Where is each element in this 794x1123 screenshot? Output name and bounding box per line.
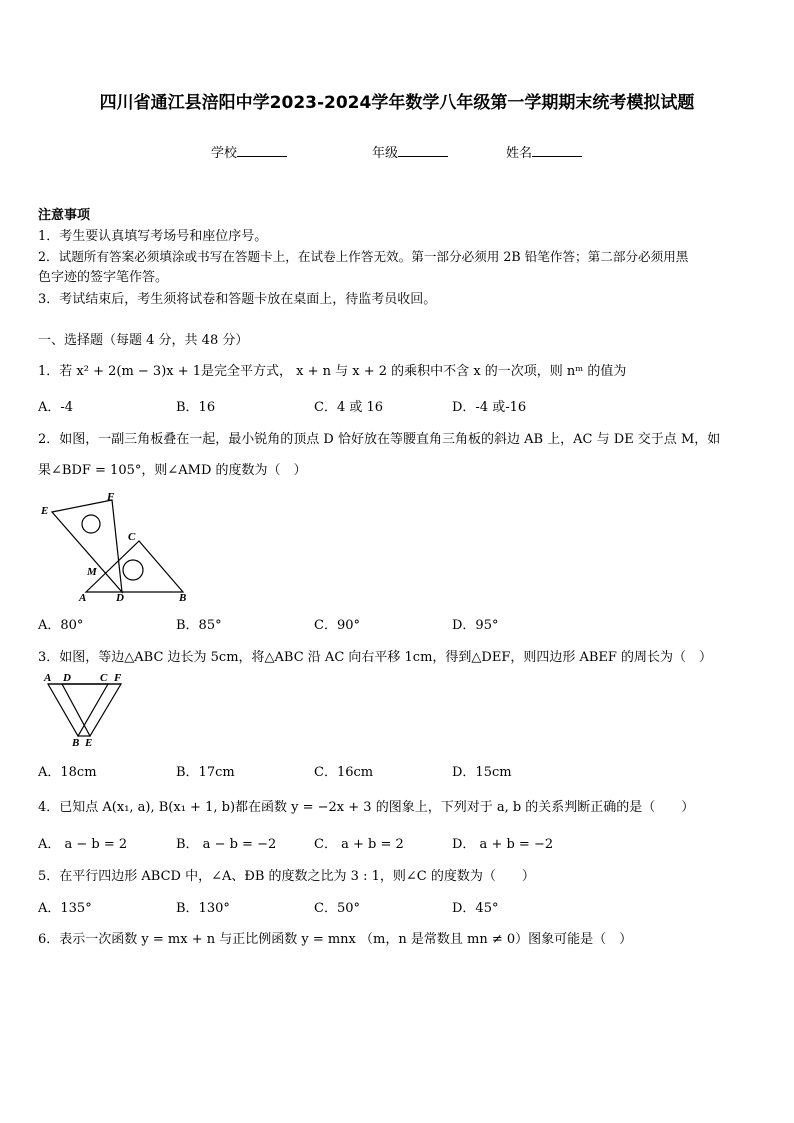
label-A: A [79,592,87,604]
label-D: D [116,592,124,604]
label-E: E [41,505,49,517]
label-D: D [63,672,71,684]
label-M: M [87,566,97,578]
label-F: F [107,491,115,503]
q1-option-c[interactable]: C．4 或 16 [314,400,384,415]
question-6: 6．表示一次函数 y = mx + n 与正比例函数 y = mnx （m，n 是常数且 mn ≠ 0）图象可能是（ ） [38,932,633,947]
grade-field [372,142,448,161]
note-item: 1．考生要认真填写考场号和座位序号。 [38,229,268,244]
q5-option-a[interactable]: A．135° [38,901,92,916]
notes-heading: 注意事项 [38,208,91,223]
q5-option-b[interactable]: B．130° [176,901,230,916]
label-C: C [100,672,108,684]
section-heading: 一、选择题（每题 4 分，共 48 分） [38,333,249,348]
q5-option-c[interactable]: C．50° [314,901,360,916]
school-field [211,142,287,161]
q3-figure [38,670,138,756]
q1-option-a[interactable]: A．-4 [38,400,74,415]
q3-option-c[interactable]: C．16cm [314,765,374,780]
note-item: 3．考试结束后，考生须将试卷和答题卡放在桌面上，待监考员收回。 [38,292,437,307]
label-E: E [85,737,93,749]
q4-option-c[interactable]: C． a + b = 2 [314,837,404,852]
label-C: C [128,531,136,543]
question-3: 3．如图，等边△ABC 边长为 5cm，将△ABC 沿 AC 向右平移 1cm，得到△DEF，则四边形 ABEF 的周长为（ ） [38,650,713,665]
name-label: 姓名 [506,146,533,161]
label-A: A [44,672,52,684]
exam-title: 四川省通江县涪阳中学2023-2024学年数学八年级第一学期期末统考模拟试题 [99,93,695,113]
q2-option-d[interactable]: D．95° [452,618,499,633]
label-B: B [72,737,80,749]
label-F: F [114,672,122,684]
q2-option-a[interactable]: A．80° [38,618,84,633]
q2-option-b[interactable]: B．85° [176,618,222,633]
label-B: B [179,592,187,604]
name-field [506,142,582,161]
question-1: 1．若 x² + 2(m − 3)x + 1是完全平方式， x + n 与 x + 2 的乘积中不含 x 的一次项，则 nᵐ 的值为 [38,364,627,379]
note-item: 色字迹的签字笔作答。 [38,270,169,285]
school-label: 学校 [211,146,238,161]
grade-label: 年级 [372,146,399,161]
q1-option-b[interactable]: B．16 [176,400,216,415]
q2-figure [36,488,196,608]
q3-option-a[interactable]: A．18cm [38,765,97,780]
question-2-line1: 2．如图，一副三角板叠在一起，最小锐角的顶点 D 恰好放在等腰直角三角板的斜边 AB 上，AC 与 DE 交于点 M，如 [38,432,721,447]
q4-option-a[interactable]: A． a − b = 2 [38,837,128,852]
question-2-line2: 果∠BDF = 105°，则∠AMD 的度数为（ ） [38,463,307,478]
q5-option-d[interactable]: D．45° [452,901,499,916]
q1-option-d[interactable]: D．-4 或-16 [452,400,527,415]
q2-option-c[interactable]: C．90° [314,618,360,633]
q4-option-b[interactable]: B． a − b = −2 [176,837,277,852]
q4-option-d[interactable]: D． a + b = −2 [452,837,554,852]
q3-option-b[interactable]: B．17cm [176,765,235,780]
question-5: 5．在平行四边形 ABCD 中，∠A、ÐB 的度数之比为 3 : 1，则∠C 的度数为（ ） [38,869,535,884]
question-4: 4．已知点 A(x₁, a), B(x₁ + 1, b)都在函数 y = −2x + 3 的图象上，下列对于 a, b 的关系判断正确的是（ ） [38,800,695,815]
note-item: 2．试题所有答案必须填涂或书写在答题卡上，在试卷上作答无效。第一部分必须用 2B 铅笔作答；第二部分必须用黑 [38,249,689,264]
q3-option-d[interactable]: D．15cm [452,765,512,780]
